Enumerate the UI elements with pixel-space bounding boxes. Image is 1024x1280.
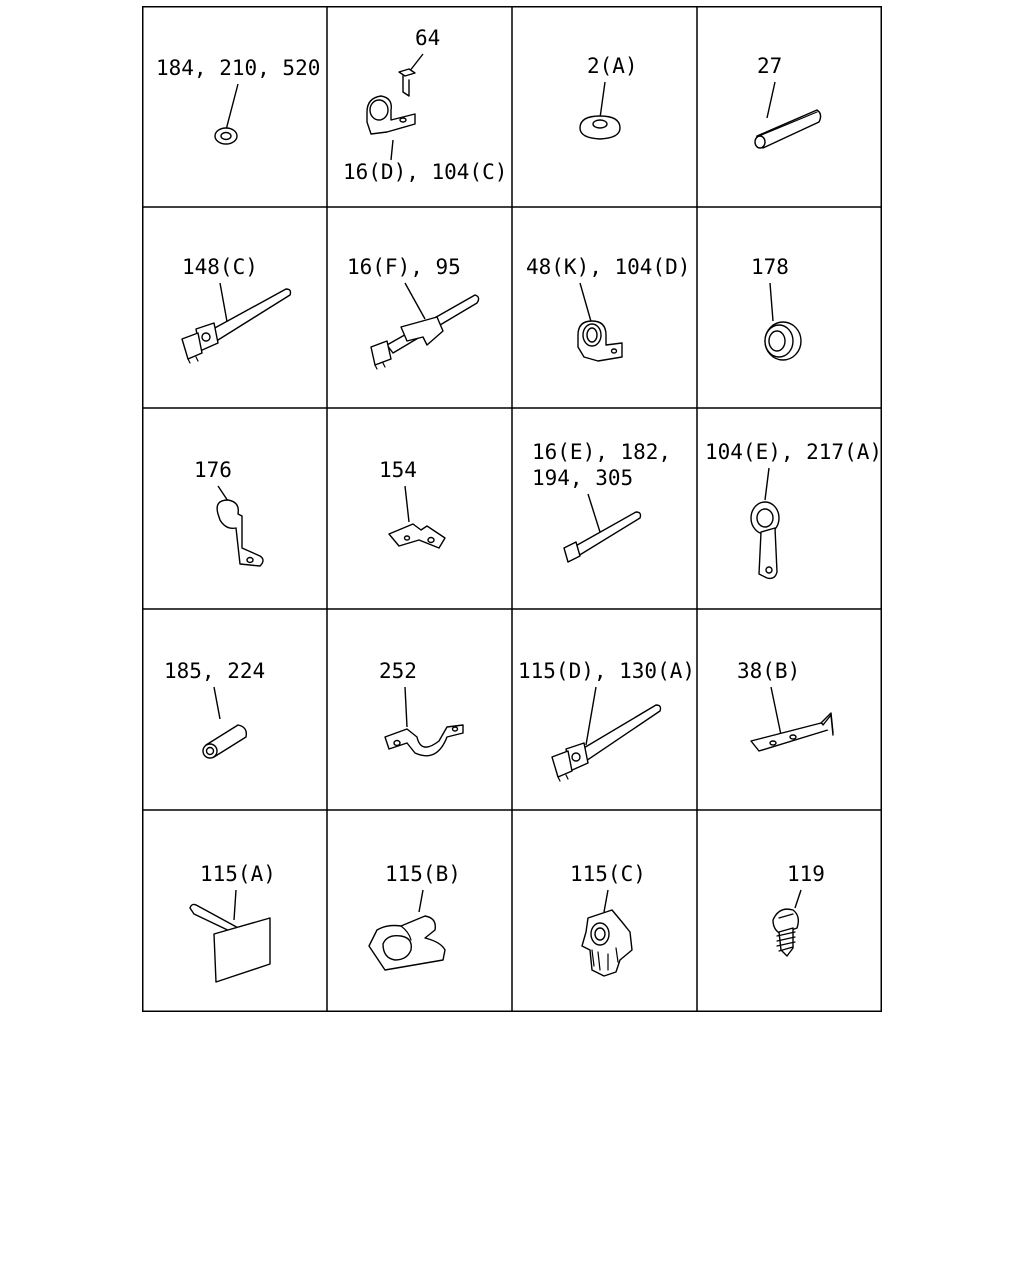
part-number-label: 48(K), 104(D) bbox=[526, 255, 691, 279]
grommet-icon bbox=[512, 6, 697, 207]
part-number-label: 16(E), 182, bbox=[532, 440, 672, 464]
part-cell bbox=[697, 408, 882, 609]
part-number-label: 252 bbox=[379, 659, 417, 683]
part-cell bbox=[142, 408, 327, 609]
part-number-label: 2(A) bbox=[587, 54, 638, 78]
part-number-label: 194, 305 bbox=[532, 466, 634, 490]
part-number-label: 38(B) bbox=[737, 659, 801, 683]
pipe-clamp-icon bbox=[512, 207, 697, 408]
part-number-label: 184, 210, 520 bbox=[156, 56, 321, 80]
part-number-label: 178 bbox=[751, 255, 789, 279]
part-cell bbox=[697, 6, 882, 207]
part-cell bbox=[327, 6, 512, 207]
part-number-label: 115(D), 130(A) bbox=[518, 659, 696, 683]
part-number-label: 154 bbox=[379, 458, 417, 482]
part-cell bbox=[697, 207, 882, 408]
part-cell bbox=[512, 609, 697, 810]
part-cell bbox=[327, 810, 512, 1011]
cable-tie-icon bbox=[512, 408, 697, 609]
part-cell bbox=[142, 207, 327, 408]
part-number-label: 16(F), 95 bbox=[347, 255, 461, 279]
ring-grommet-icon bbox=[697, 207, 882, 408]
adhesive-tie-icon bbox=[142, 810, 327, 1011]
cable-tie-bracket-icon bbox=[327, 207, 512, 408]
wire-clip-icon bbox=[327, 810, 512, 1011]
tube-icon bbox=[697, 6, 882, 207]
parts-grid bbox=[142, 6, 882, 1012]
part-cell bbox=[512, 810, 697, 1011]
cable-tie-clip-icon bbox=[512, 609, 697, 810]
hose-clamp-icon bbox=[142, 408, 327, 609]
part-cell bbox=[327, 207, 512, 408]
part-number-label: 115(A) bbox=[200, 862, 276, 886]
part-number-label: 16(D), 104(C) bbox=[343, 160, 508, 184]
part-number-label: 27 bbox=[757, 54, 783, 78]
part-number-label: 119 bbox=[787, 862, 825, 886]
part-cell bbox=[697, 609, 882, 810]
part-number-label: 115(B) bbox=[385, 862, 461, 886]
sleeve-icon bbox=[142, 609, 327, 810]
angle-bracket-icon bbox=[697, 609, 882, 810]
part-number-label: 64 bbox=[415, 26, 441, 50]
clamp-with-bolt-icon bbox=[327, 6, 512, 207]
part-cell bbox=[327, 408, 512, 609]
part-cell bbox=[512, 408, 697, 609]
cable-tie-clip-icon bbox=[142, 207, 327, 408]
flat-bracket-icon bbox=[327, 408, 512, 609]
washer-icon bbox=[142, 6, 327, 207]
part-cell bbox=[327, 609, 512, 810]
part-number-label: 104(E), 217(A) bbox=[705, 440, 883, 464]
harness-clip-icon bbox=[512, 810, 697, 1011]
tapping-screw-icon bbox=[697, 810, 882, 1011]
part-cell bbox=[142, 6, 327, 207]
part-number-label: 185, 224 bbox=[164, 659, 266, 683]
part-cell bbox=[142, 810, 327, 1011]
part-number-label: 115(C) bbox=[570, 862, 646, 886]
saddle-clamp-icon bbox=[327, 609, 512, 810]
part-number-label: 176 bbox=[194, 458, 232, 482]
part-number-label: 148(C) bbox=[182, 255, 258, 279]
part-cell bbox=[142, 609, 327, 810]
part-cell bbox=[512, 6, 697, 207]
loop-clamp-icon bbox=[697, 408, 882, 609]
part-cell bbox=[512, 207, 697, 408]
part-cell bbox=[697, 810, 882, 1011]
